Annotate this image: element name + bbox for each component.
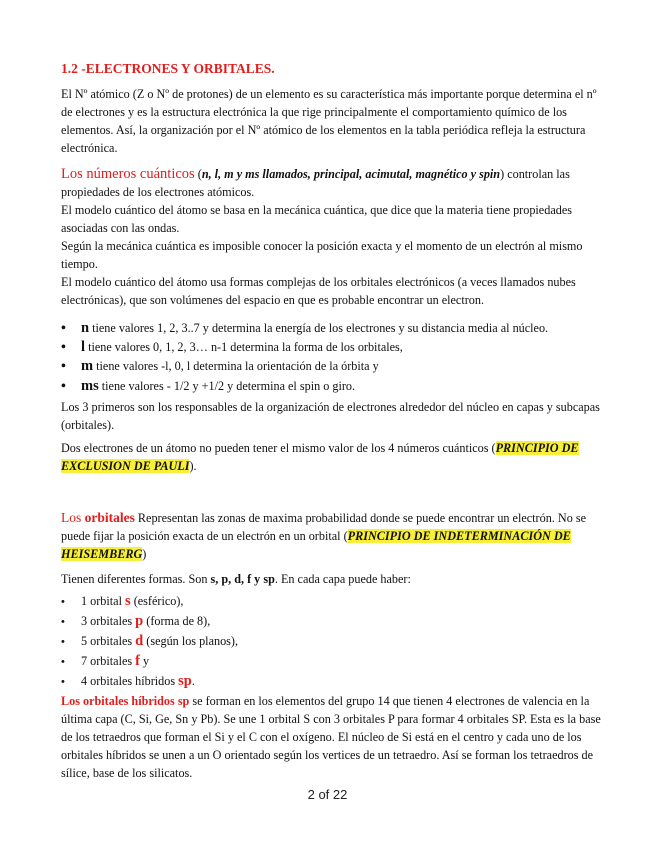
bullet-icon: • xyxy=(61,636,65,648)
first-three-paragraph: Los 3 primeros son los responsables de la organización de electrones alrededor del núcleo en capas y subcapas (orbitales). xyxy=(61,400,600,432)
heisemberg-principle: PRINCIPIO DE INDETERMINACIÓN DE HEISEMBERG xyxy=(61,529,571,561)
pauli-paragraph: Dos electrones de un átomo no pueden tener el mismo valor de los 4 números cuánticos (PRINCIPIO DE EXCLUSION DE PAULI). xyxy=(61,441,579,473)
bullet-icon: • xyxy=(61,379,66,394)
orbitals-paragraph: Los orbitales Representan las zonas de maxima probabilidad donde se puede encontrar un electrón. No se puede fijar la posición exacta de un electrón en un orbital (PRINCIPIO DE INDETERMINACIÓN DE HEISEMBERG) xyxy=(61,510,586,561)
quantum-line-3: Según la mecánica cuántica es imposible conocer la posición exacta y el momento de un electrón al mismo tiempo. xyxy=(61,239,583,271)
list-item: • m tiene valores -l, 0, l determina la orientación de la órbita y xyxy=(61,358,379,374)
bullet-icon: • xyxy=(61,359,66,374)
bullet-icon: • xyxy=(61,676,65,688)
bullet-icon: • xyxy=(61,321,66,336)
orbitals-term: orbitales xyxy=(84,510,135,525)
quantum-line-4: El modelo cuántico del átomo usa formas complejas de los orbitales electrónicos (a veces llamados nubes electrónicas), que son volúmenes del espacio en que es probable encontrar un electron. xyxy=(61,275,576,307)
bullet-icon: • xyxy=(61,340,66,355)
list-item: • 1 orbital s (esférico), xyxy=(61,593,184,609)
bullet-icon: • xyxy=(61,616,65,628)
bullet-icon: • xyxy=(61,656,65,668)
intro-paragraph: El Nº atómico (Z o Nº de protones) de un elemento es su característica más importante porque determina el nº de electrones y es la estructura electrónica la que rige principalmente el comportamiento químico de los elementos. Así, la organización por el Nº atómico de los elementos en la tabla periódica refleja la estructura electrónica. xyxy=(61,87,597,155)
quantum-line-2: El modelo cuántico del átomo se basa en la mecánica cuántica, que dice que la materia tiene propiedades asociadas con las ondas. xyxy=(61,203,572,235)
section-title: 1.2 -ELECTRONES Y ORBITALES. xyxy=(61,61,275,76)
quantum-term: números cuánticos xyxy=(86,166,195,182)
list-item: • ms tiene valores - 1/2 y +1/2 y determina el spin o giro. xyxy=(61,378,356,394)
list-item: • l tiene valores 0, 1, 2, 3… n-1 determina la forma de los orbitales, xyxy=(61,339,403,355)
bullet-icon: • xyxy=(61,596,65,608)
list-item: • 7 orbitales f y xyxy=(61,653,150,669)
quantum-list: n, l, m y ms llamados, principal, acimutal, magnético y spin xyxy=(201,167,501,181)
hybrid-paragraph: Los orbitales híbridos sp se forman en los elementos del grupo 14 que tienen 4 electrones de valencia en la última capa (C, Si, Ge, Sn y Pb). Se une 1 orbital S con 3 orbitales P para formar 4 orbitales SP. Esta es la base de los tetraedros que forman el Si y el C con el oxígeno. El núcleo de Si está en el centro y cada uno de los orbitales híbridos se unen a un O orientado según los vertices de un tetraedro. Así se forman los tetraedros de sílice, base de los silicatos. xyxy=(61,694,601,780)
page-number: 2 of 22 xyxy=(307,787,348,802)
list-item: • 5 orbitales d (según los planos), xyxy=(61,633,239,649)
list-item: • 3 orbitales p (forma de 8), xyxy=(61,613,211,629)
list-item: • n tiene valores 1, 2, 3..7 y determina la energía de los electrones y su distancia media al núcleo. xyxy=(61,320,549,336)
pauli-principle: PRINCIPIO DE EXCLUSION DE PAULI xyxy=(61,441,579,473)
orbital-forms-line: Tienen diferentes formas. Son s, p, d, f y sp. En cada capa puede haber: xyxy=(61,572,411,586)
list-item: • 4 orbitales híbridos sp. xyxy=(61,673,195,689)
quantum-numbers-paragraph: Los números cuánticos (n, l, m y ms llamados, principal, acimutal, magnético y spin) controlan las propiedades de los electrones atómicos. El modelo cuántico del átomo se basa en la mecánica cuántica, que dice que la materia tiene propiedades asociadas con las ondas. Según la mecánica cuántica es imposible conocer la posición exacta y el momento de un electrón al mismo tiempo. El modelo cuántico del átomo usa formas complejas de los orbitales electrónicos (a veces llamados nubes electrónicas), que son volúmenes del espacio en que es probable encontrar un electron. xyxy=(61,166,583,307)
hybrid-term: Los orbitales híbridos sp xyxy=(61,694,190,708)
